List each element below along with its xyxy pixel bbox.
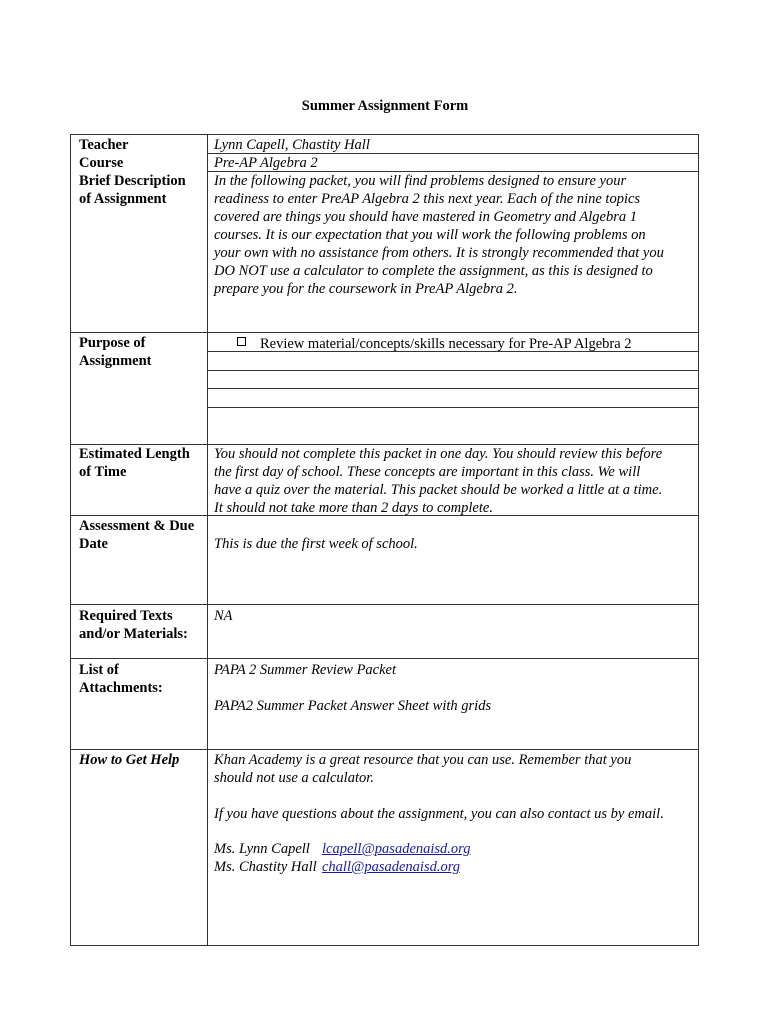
- purpose-item: Review material/concepts/skills necessary for Pre-AP Algebra 2: [237, 335, 632, 353]
- row-divider: [71, 332, 698, 333]
- form-title: Summer Assignment Form: [301, 98, 469, 114]
- checkbox-icon: [237, 337, 246, 346]
- texts-value: NA: [214, 608, 233, 624]
- texts-label: Required Texts and/or Materials:: [79, 608, 188, 642]
- assessment-label: Assessment & Due Date: [79, 518, 195, 552]
- column-divider: [207, 135, 208, 945]
- length-value: You should not complete this packet in one day. You should review this before the first day of school. These concepts are important in this class. We will have a quiz over the material. This packet should be worked a little at a time. It should not take more than 2 days to complete.: [214, 446, 663, 516]
- help-value: Khan Academy is a great resource that you can use. Remember that you should not use a calculator.: [214, 752, 632, 786]
- description-value: In the following packet, you will find problems designed to ensure your readiness to enter PreAP Algebra 2 this next year. Each of the nine topics covered are things you should have mastered in Geometry and Algebra 1 courses. It is our expectation that you will work the following problems on your own with no assistance from others. It is strongly recommended that you DO NOT use a calculator to complete the assignment, as this is designed to prepare you for the coursework in PreAP Algebra 2.: [214, 173, 664, 297]
- row-divider: [71, 658, 698, 659]
- row-divider: [71, 749, 698, 750]
- course-label: Course: [79, 155, 124, 171]
- contact-name: Ms. Lynn Capell: [214, 841, 310, 857]
- row-divider: [207, 388, 698, 389]
- attachment-item: PAPA2 Summer Packet Answer Sheet with grids: [214, 698, 492, 714]
- contact-row: [214, 858, 694, 876]
- teacher-value: Lynn Capell, Chastity Hall: [214, 137, 370, 153]
- description-label: Brief Description of Assignment: [79, 173, 186, 207]
- assignment-form-table: [70, 134, 699, 946]
- row-divider: [207, 370, 698, 371]
- row-divider: [207, 407, 698, 408]
- attachment-item: PAPA 2 Summer Review Packet: [214, 662, 397, 678]
- contact-email-link[interactable]: lcapell@pasadenaisd.org: [322, 841, 471, 857]
- help-label: How to Get Help: [79, 752, 180, 768]
- contact-name: Ms. Chastity Hall: [214, 859, 317, 875]
- length-label: Estimated Length of Time: [79, 446, 190, 480]
- row-divider: [71, 604, 698, 605]
- purpose-label: Purpose of Assignment: [79, 335, 152, 369]
- contact-list: [214, 840, 694, 876]
- contact-row: [214, 840, 694, 858]
- assessment-value: This is due the first week of school.: [214, 536, 418, 552]
- teacher-label: Teacher: [79, 137, 129, 153]
- contact-email-link[interactable]: chall@pasadenaisd.org: [322, 859, 461, 875]
- attachments-label: List of Attachments:: [79, 662, 163, 696]
- course-value: Pre-AP Algebra 2: [214, 155, 318, 171]
- help-email-note: If you have questions about the assignment, you can also contact us by email.: [214, 806, 664, 822]
